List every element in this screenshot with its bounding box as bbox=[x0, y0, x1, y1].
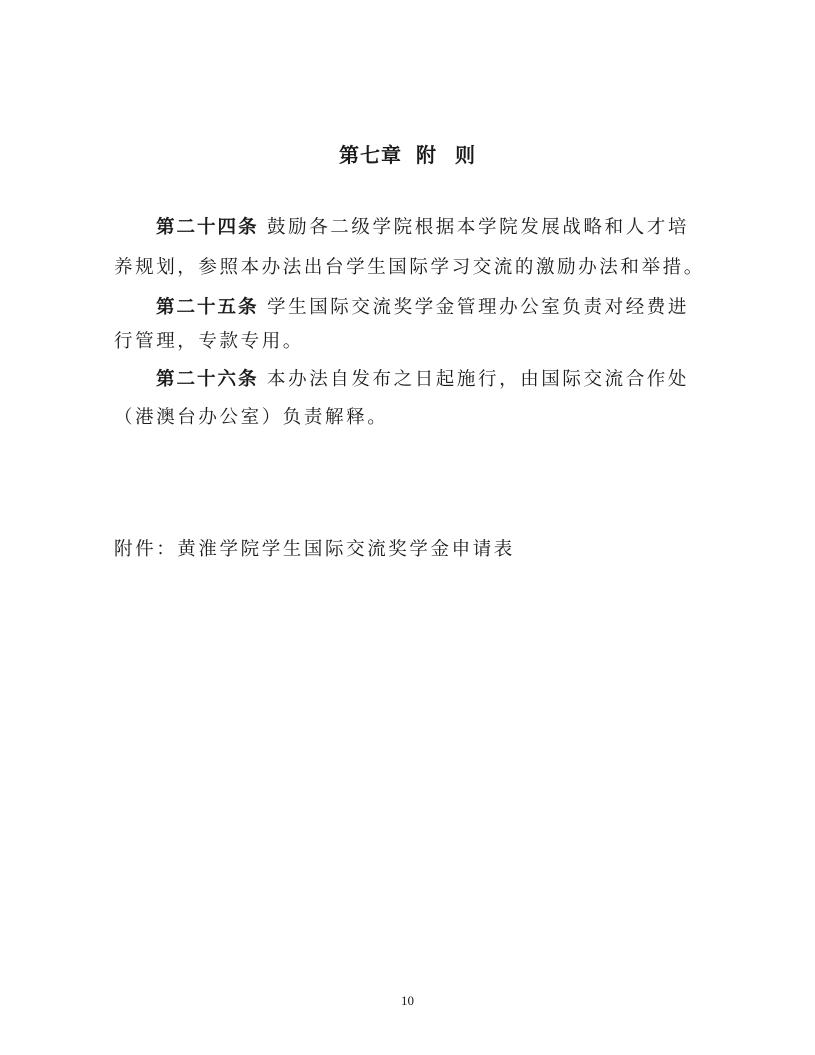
article-26-line-2 bbox=[114, 404, 734, 432]
chapter-number: 第七章 bbox=[339, 143, 402, 167]
article-25-line-1 bbox=[156, 294, 776, 322]
article-24-text-2: 养规划，参照本办法出台学生国际学习交流的激励办法和举措。 bbox=[114, 257, 705, 278]
article-24-line-2 bbox=[114, 254, 734, 282]
article-26-line-1 bbox=[156, 366, 776, 394]
article-26-text-1: 本办法自发布之日起施行，由国际交流合作处 bbox=[267, 369, 690, 390]
chapter-title-part2: 则 bbox=[455, 143, 476, 167]
article-25-heading: 第二十五条 bbox=[156, 297, 259, 318]
article-24-heading: 第二十四条 bbox=[156, 217, 259, 238]
page-number: 10 bbox=[401, 993, 414, 1008]
article-24-line-1 bbox=[156, 214, 776, 242]
article-25-line-2 bbox=[114, 328, 734, 356]
article-25-text-2: 行管理，专款专用。 bbox=[114, 331, 304, 352]
article-26-text-2: （港澳台办公室）负责解释。 bbox=[114, 407, 389, 428]
chapter-title bbox=[0, 140, 815, 170]
article-26-heading: 第二十六条 bbox=[156, 369, 259, 390]
chapter-title-part1: 附 bbox=[416, 143, 437, 167]
article-24-text-1: 鼓励各二级学院根据本学院发展战略和人才培 bbox=[267, 217, 690, 238]
article-25-text-1: 学生国际交流奖学金管理办公室负责对经费进 bbox=[267, 297, 690, 318]
attachment-note: 附件：黄淮学院学生国际交流奖学金申请表 bbox=[114, 539, 515, 560]
